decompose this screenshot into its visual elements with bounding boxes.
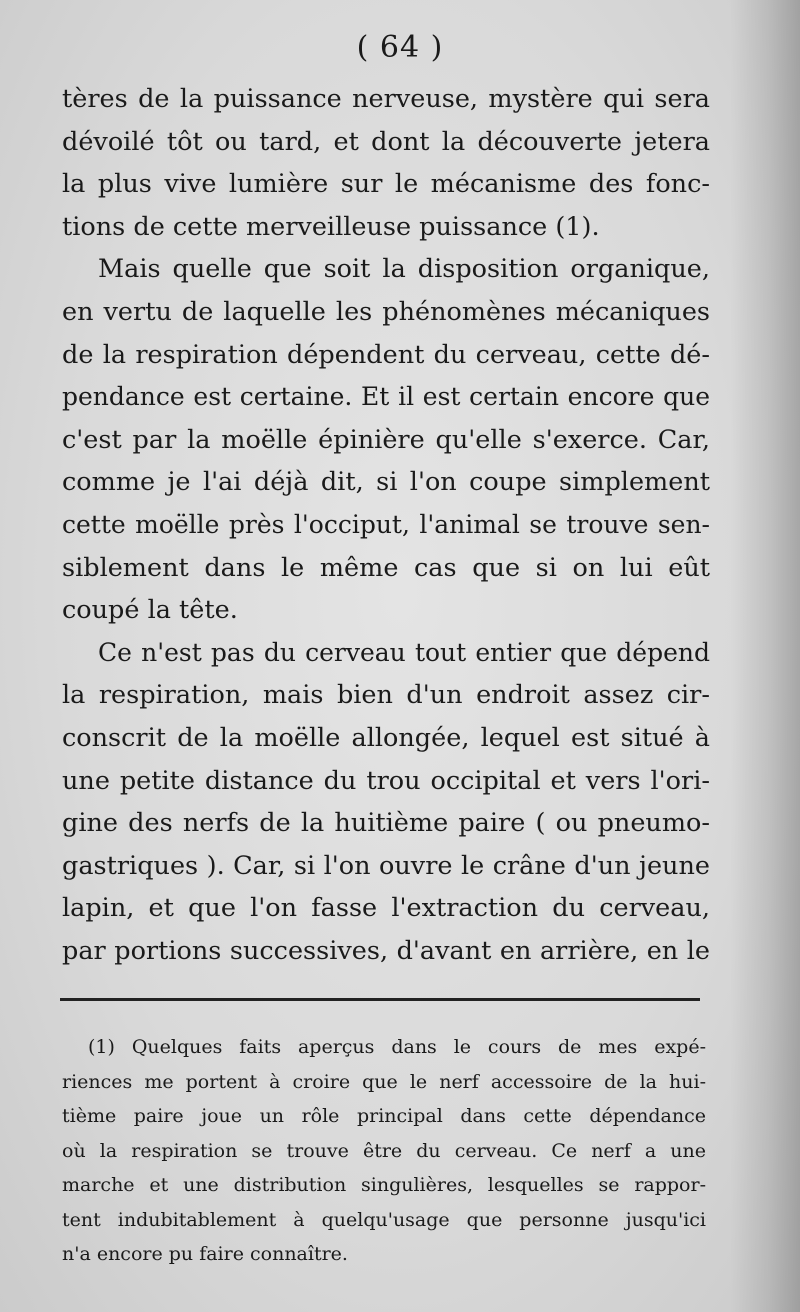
page-number: ( 64 ): [356, 30, 444, 65]
footnote-line: (1) Quelques faits aperçus dans le cours de mes expé-: [88, 1036, 706, 1058]
footnote-line: n'a encore pu faire connaître.: [62, 1243, 348, 1265]
text-line: gine des nerfs de la huitième paire ( ou pneumo-: [62, 808, 710, 839]
text-line: Mais quelle que soit la disposition organique,: [98, 254, 710, 285]
text-line: comme je l'ai déjà dit, si l'on coupe simplement: [62, 467, 710, 498]
text-line: siblement dans le même cas que si on lui eût: [62, 552, 710, 583]
text-line: par portions successives, d'avant en arrière, en le: [62, 935, 710, 966]
text-line: conscrit de la moëlle allongée, lequel est situé à: [62, 722, 710, 753]
text-line: pendance est certaine. Et il est certain encore que: [62, 382, 710, 412]
text-line: c'est par la moëlle épinière qu'elle s'exerce. Car,: [62, 424, 710, 455]
footnote-line: marche et une distribution singulières, lesquelles se rappor-: [62, 1174, 706, 1196]
text-line: Ce n'est pas du cerveau tout entier que dépend: [98, 637, 710, 667]
footnote-line: où la respiration se trouve être du cerveau. Ce nerf a une: [62, 1139, 706, 1162]
text-line: la respiration, mais bien d'un endroit assez cir-: [62, 680, 710, 711]
footnote-line: tième paire joue un rôle principal dans cette dépendance: [62, 1105, 706, 1127]
text-line: la plus vive lumière sur le mécanisme des fonc-: [62, 169, 710, 200]
text-line: lapin, et que l'on fasse l'extraction du cerveau,: [62, 893, 710, 924]
footnote-divider: [60, 998, 700, 1001]
text-line: de la respiration dépendent du cerveau, cette dé-: [62, 339, 710, 370]
text-line: dévoilé tôt ou tard, et dont la découverte jetera: [62, 126, 710, 157]
text-line: cette moëlle près l'occiput, l'animal se trouve sen-: [62, 509, 710, 539]
text-line: une petite distance du trou occipital et vers l'ori-: [62, 765, 710, 796]
text-line: coupé la tête.: [62, 595, 238, 626]
text-line: tères de la puissance nerveuse, mystère qui sera: [62, 84, 710, 114]
footnote-line: riences me portent à croire que le nerf accessoire de la hui-: [62, 1070, 706, 1093]
footnote: [62, 1030, 706, 1272]
footnote-line: tent indubitablement à quelqu'usage que personne jusqu'ici: [62, 1208, 706, 1231]
text-line: en vertu de laquelle les phénomènes mécaniques: [62, 296, 710, 327]
main-text: [62, 78, 710, 972]
text-line: gastriques ). Car, si l'on ouvre le crâne d'un jeune: [62, 850, 710, 881]
text-line: tions de cette merveilleuse puissance (1).: [62, 211, 600, 242]
binding-shadow: [730, 0, 800, 1312]
